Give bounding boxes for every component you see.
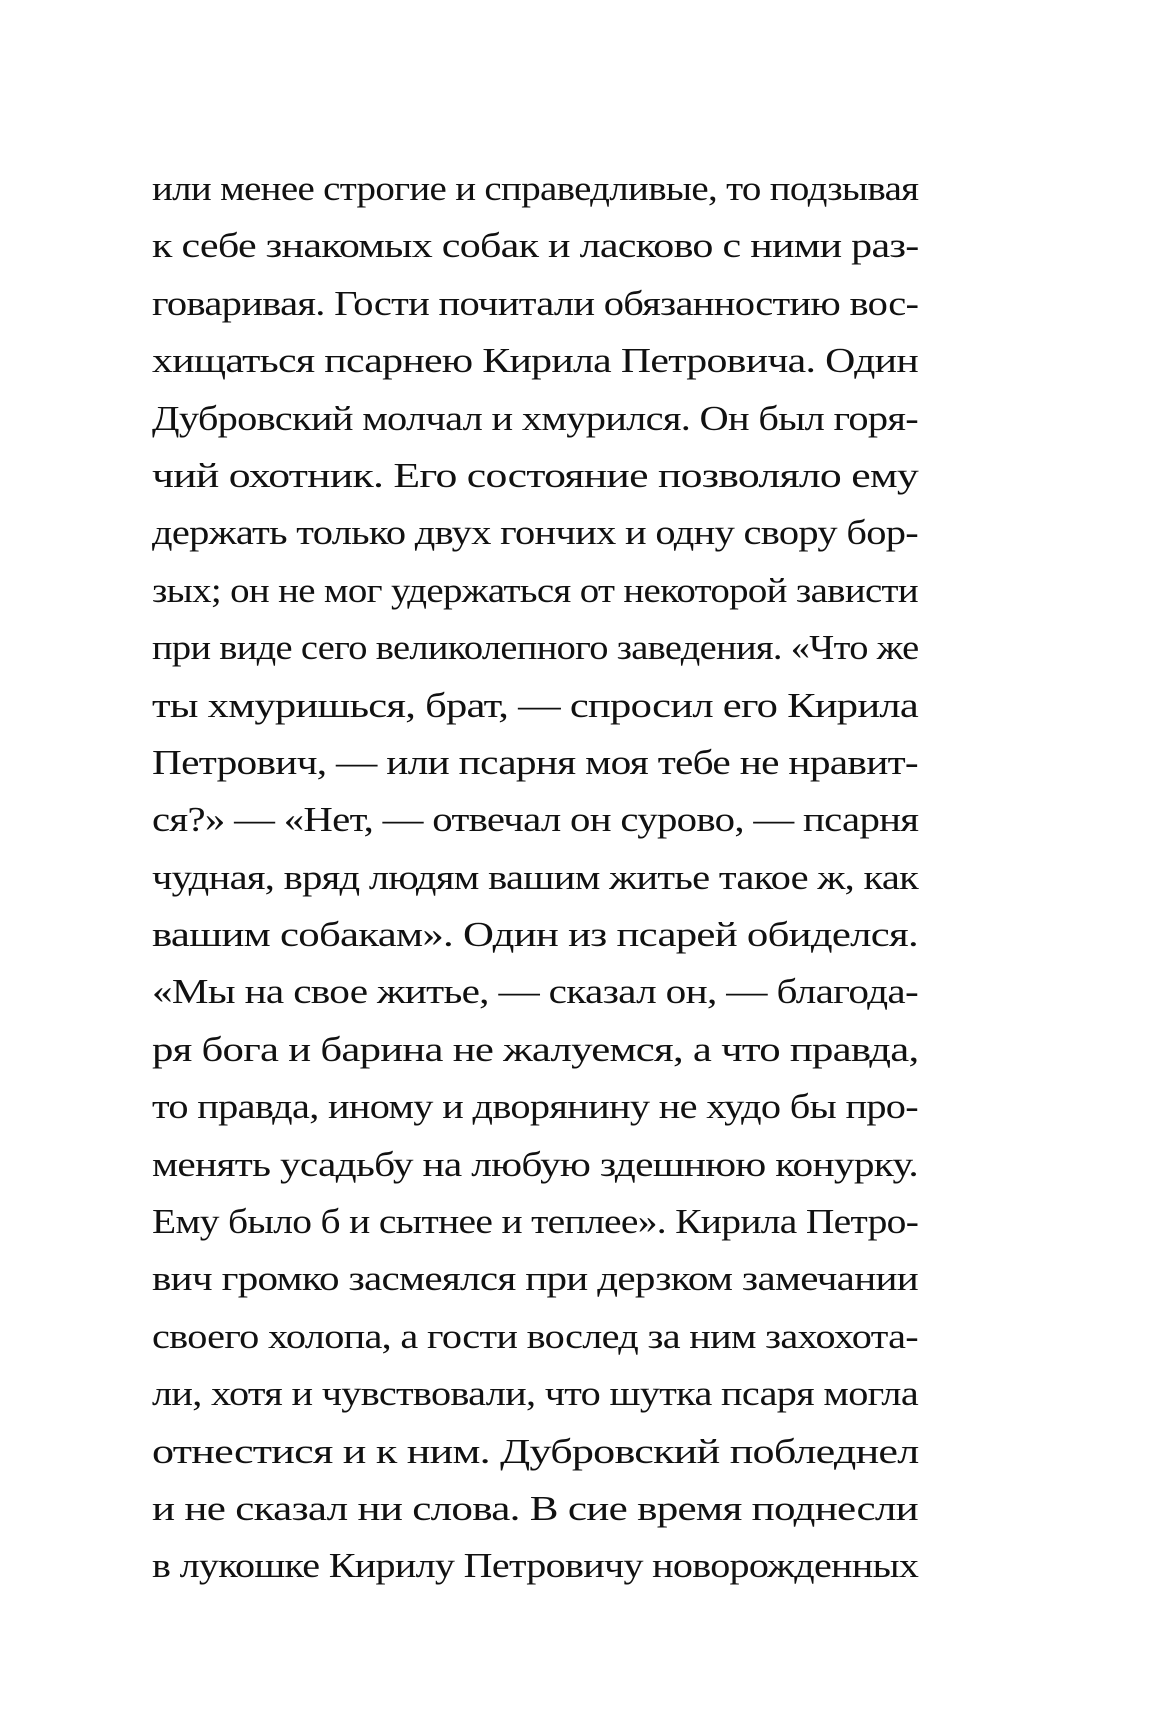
text-line: Ему было б и сытнее и теплее». Кирила Петро- [152,1202,919,1242]
text-line: ли, хотя и чувствовали, что шутка псаря могла [152,1374,918,1414]
text-line: говаривая. Гости почитали обязанностию вос- [152,283,919,323]
body-text [152,160,918,1595]
text-line: к себе знакомых собак и ласково с ними раз- [152,226,919,266]
text-line: в лукошке Кирилу Петровичу новорожденных [152,1546,919,1586]
text-line: вашим собакам». Один из псарей обиделся. [152,915,919,955]
text-line: чудная, вряд людям вашим житье такое ж, как [152,857,919,897]
text-line: отнестися и к ним. Дубровский побледнел [152,1431,919,1471]
text-line: «Мы на свое житье, — сказал он, — благода- [152,972,918,1012]
text-line: и не сказал ни слова. В сие время поднесли [152,1488,918,1528]
text-line: то правда, иному и дворянину не худо бы про- [152,1087,918,1127]
text-line: менять усадьбу на любую здешнюю конурку. [152,1144,918,1184]
text-line: чий охотник. Его состояние позволяло ему [152,455,918,495]
text-line: своего холопа, а гости вослед за ним захохота- [152,1316,918,1356]
text-line: ся?» — «Нет, — отвечал он сурово, — псарня [152,800,919,840]
text-line: ты хмуришься, брат, — спросил его Кирила [152,685,919,725]
text-line: Дубровский молчал и хмурился. Он был горя- [152,398,918,438]
text-line: держать только двух гончих и одну свору бор- [152,513,919,553]
text-line: ря бога и барина не жалуемся, а что правда, [152,1029,919,1069]
text-line: зых; он не мог удержаться от некоторой зависти [152,570,919,610]
text-line: хищаться псарнею Кирила Петровича. Один [152,341,918,381]
text-line: или менее строгие и справедливые, то подзывая [152,169,919,208]
text-line: вич громко засмеялся при дерзком замечании [152,1259,918,1299]
text-line: Петрович, — или псарня моя тебе не нравит- [152,742,918,782]
text-line: при виде сего великолепного заведения. «Что же [152,628,919,668]
